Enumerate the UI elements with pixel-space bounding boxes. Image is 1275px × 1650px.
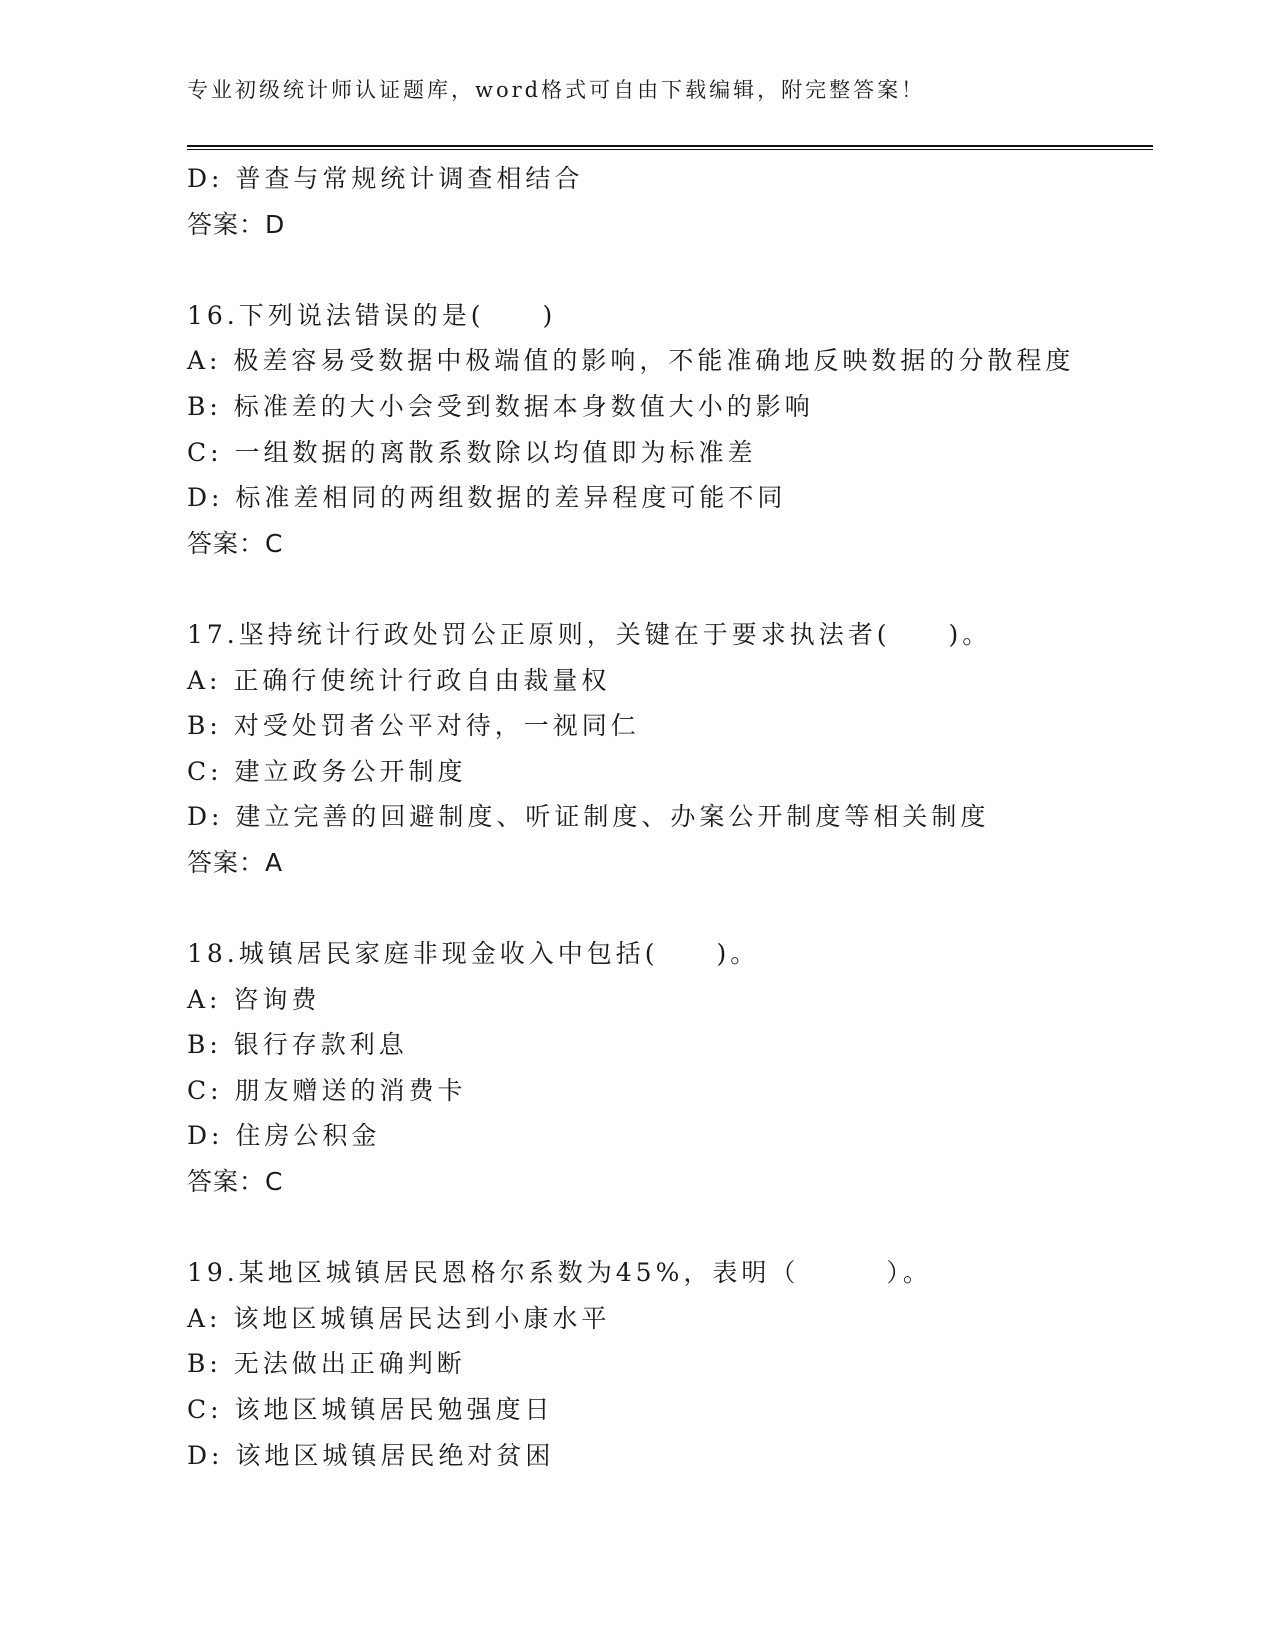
option-b: B: 银行存款利息 — [187, 1030, 408, 1060]
answer: 答案：C — [187, 1167, 284, 1197]
option-d: D: 建立完善的回避制度、听证制度、办案公开制度等相关制度 — [187, 802, 990, 832]
option-a: A: 咨询费 — [187, 984, 321, 1014]
option-c: C: 该地区城镇居民勉强度日 — [187, 1395, 554, 1425]
header-divider — [187, 145, 1153, 150]
option-c: C: 一组数据的离散系数除以均值即为标准差 — [187, 437, 757, 467]
option-d: D: 该地区城镇居民绝对贫困 — [187, 1440, 555, 1470]
spacer — [187, 566, 1153, 612]
option-c: C: 朋友赠送的消费卡 — [187, 1075, 467, 1105]
question-17 — [187, 612, 1153, 886]
question-stem: 17.坚持统计行政处罚公正原则，关键在于要求执法者( )。 — [187, 619, 992, 649]
answer: 答案：A — [187, 847, 284, 877]
spacer — [187, 886, 1153, 932]
question-16 — [187, 293, 1153, 567]
page-header: 专业初级统计师认证题库，word格式可自由下载编辑，附完整答案！ — [187, 78, 926, 102]
answer: 答案：C — [187, 528, 284, 558]
question-stem: 18.城镇居民家庭非现金收入中包括( )。 — [187, 939, 760, 969]
option-d: D: 住房公积金 — [187, 1121, 381, 1151]
spacer — [187, 1205, 1153, 1251]
question-19 — [187, 1250, 1153, 1478]
carryover-option-d: D: 普查与常规统计调查相结合 — [187, 164, 584, 193]
option-a: A: 极差容易受数据中极端值的影响，不能准确地反映数据的分散程度 — [187, 346, 1075, 376]
question-list — [187, 156, 1153, 1478]
option-a: A: 该地区城镇居民达到小康水平 — [187, 1303, 611, 1333]
option-b: B: 对受处罚者公平对待，一视同仁 — [187, 711, 640, 741]
option-b: B: 标准差的大小会受到数据本身数值大小的影响 — [187, 391, 814, 421]
option-b: B: 无法做出正确判断 — [187, 1349, 466, 1379]
question-18 — [187, 931, 1153, 1205]
question-stem: 16.下列说法错误的是( ) — [187, 300, 557, 330]
spacer — [187, 247, 1153, 293]
carryover-answer: 答案：D — [187, 209, 286, 239]
option-d: D: 标准差相同的两组数据的差异程度可能不同 — [187, 483, 787, 513]
question-stem: 19.某地区城镇居民恩格尔系数为45%，表明（ ）。 — [187, 1258, 932, 1288]
option-a: A: 正确行使统计行政自由裁量权 — [187, 665, 611, 695]
option-c: C: 建立政务公开制度 — [187, 756, 467, 786]
